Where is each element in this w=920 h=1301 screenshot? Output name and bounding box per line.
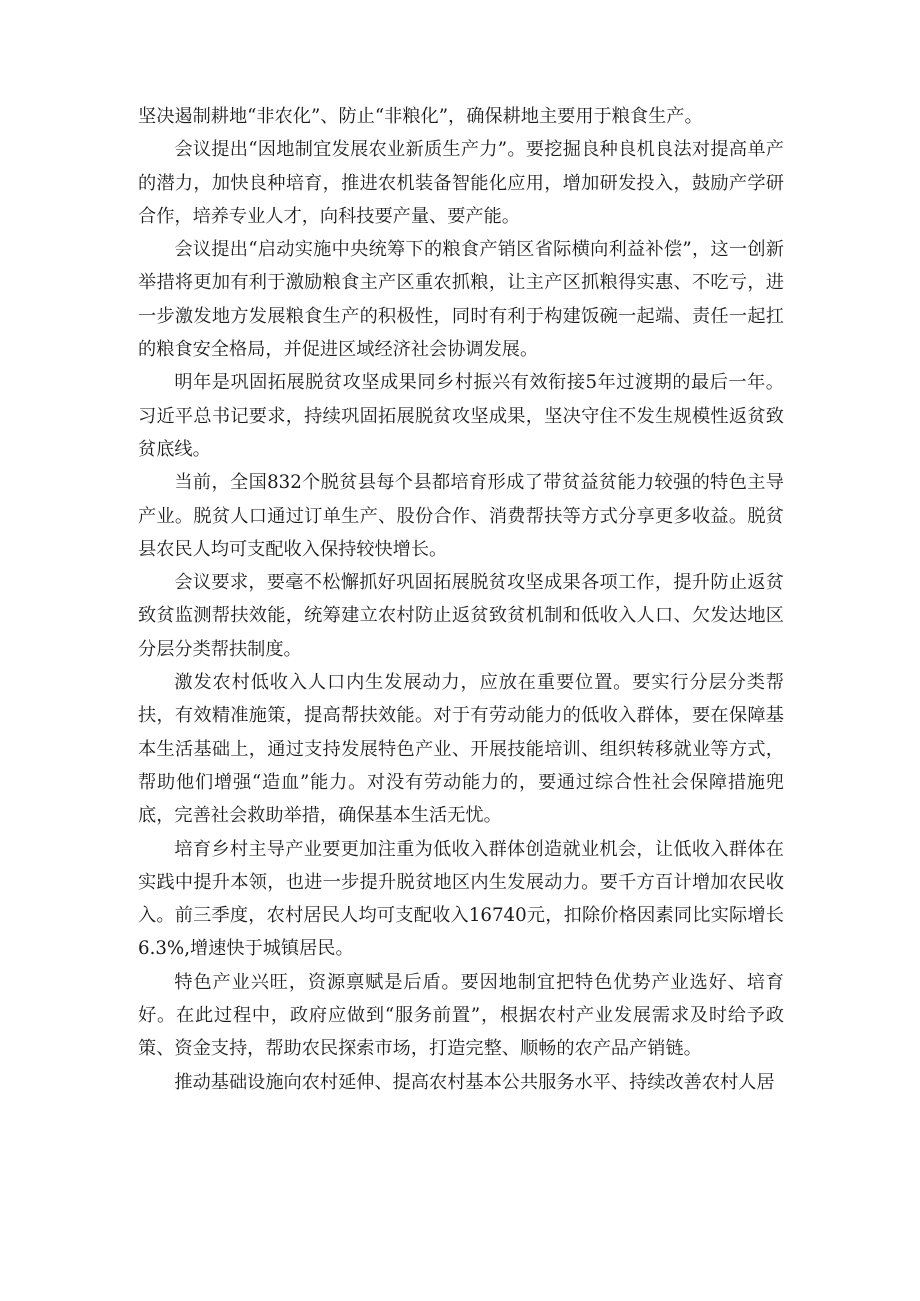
paragraph: 坚决遏制耕地“非农化”、防止“非粮化”，确保耕地主要用于粮食生产。 <box>138 106 703 127</box>
paragraph: 会议要求，要毫不松懈抓好巩固拓展脱贫攻坚成果各项工作，提升防止返贫致贫监测帮扶效能，统筹建立农村防止返贫致贫机制和低收入人口、欠发达地区分层分类帮扶制度。 <box>138 572 784 660</box>
paragraph: 会议提出“因地制宜发展农业新质生产力”。要挖掘良种良机良法对提高单产的潜力，加快良种培育，推进农机装备智能化应用，增加研发投入，鼓励产学研合作，培养专业人才，向科技要产量、要产能。 <box>138 139 784 227</box>
paragraph: 推动基础设施向农村延伸、提高农村基本公共服务水平、持续改善农村人居 <box>174 1071 775 1093</box>
paragraph: 会议提出“启动实施中央统筹下的粮食产销区省际横向利益补偿”，这一创新举措将更加有利于激励粮食主产区重农抓粮，让主产区抓粮得实惠、不吃亏，进一步激发地方发展粮食生产的积极性，同时有利于构建饭碗一起端、责任一起扛的粮食安全格局，并促进区域经济社会协调发展。 <box>138 239 784 361</box>
paragraph: 培育乡村主导产业要更加注重为低收入群体创造就业机会，让低收入群体在实践中提升本领，也进一步提升脱贫地区内生发展动力。要千方百计增加农民收入。前三季度，农村居民人均可支配收入16740元，扣除价格因素同比实际增长6.3%,增速快于城镇居民。 <box>138 838 784 960</box>
paragraph: 当前，全国832个脱贫县每个县都培育形成了带贫益贫能力较强的特色主导产业。脱贫人口通过订单生产、股份合作、消费帮扶等方式分享更多收益。脱贫县农民人均可支配收入保持较快增长。 <box>138 472 784 560</box>
document-body <box>138 100 784 1099</box>
paragraph: 激发农村低收入人口内生发展动力，应放在重要位置。要实行分层分类帮扶，有效精准施策，提高帮扶效能。对于有劳动能力的低收入群体，要在保障基本生活基础上，通过支持发展特色产业、开展技能培训、组织转移就业等方式，帮助他们增强“造血”能力。对没有劳动能力的，要通过综合性社会保障措施兜底，完善社会救助举措，确保基本生活无忧。 <box>138 672 784 827</box>
paragraph: 明年是巩固拓展脱贫攻坚成果同乡村振兴有效衔接5年过渡期的最后一年。习近平总书记要求，持续巩固拓展脱贫攻坚成果，坚决守住不发生规模性返贫致贫底线。 <box>138 372 784 460</box>
paragraph: 特色产业兴旺，资源禀赋是后盾。要因地制宜把特色优势产业选好、培育好。在此过程中，政府应做到“服务前置”，根据农村产业发展需求及时给予政策、资金支持，帮助农民探索市场，打造完整、顺畅的农产品产销链。 <box>138 971 784 1060</box>
